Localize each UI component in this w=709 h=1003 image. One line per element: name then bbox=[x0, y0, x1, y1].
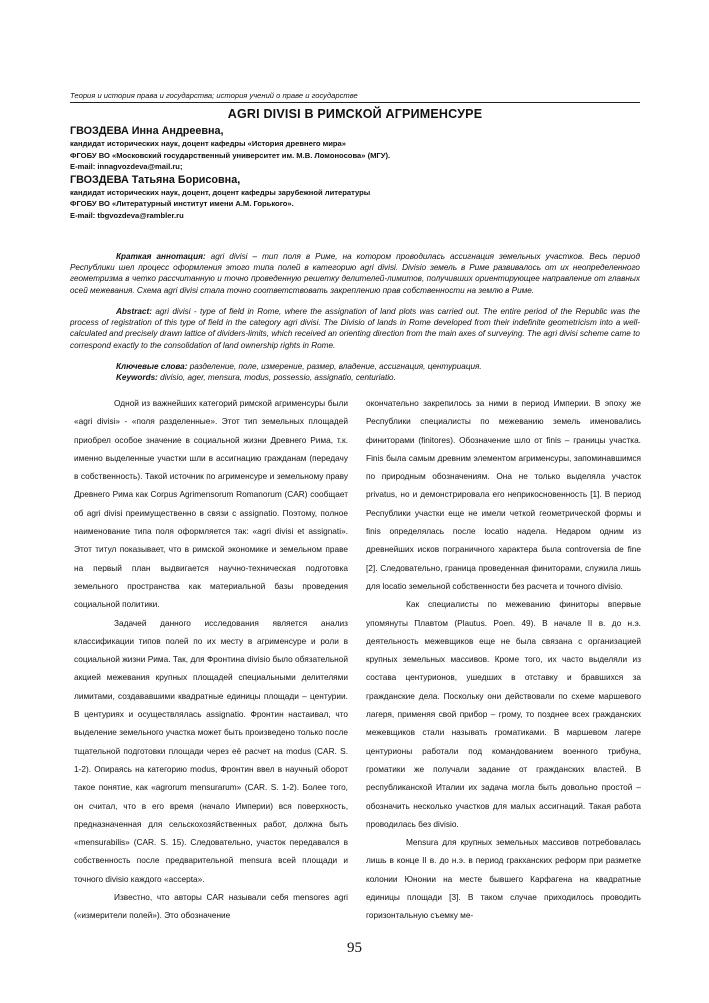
keywords-ru-label: Ключевые слова: bbox=[116, 362, 188, 371]
keywords-en-text: divisio, ager, mensura, modus, possessio, assignatio, centuriatio. bbox=[160, 373, 396, 383]
author-name: ГВОЗДЕВА Инна Андреевна, bbox=[70, 125, 224, 137]
body-paragraph: Как специалисты по межеванию финиторы впервые упомянуты Плавтом (Plautus. Poen. 49). В начале II в. до н.э. деятельность межевщиков еще не была связана с организацией крупных земельных массивов. Кроме того, их часто выделяли из состава центурионов, ушедших в отставку и бравшихся за гражданские дела. Поскольку они действовали по схеме маршевого лагеря, применяя свой прибор – грому, то позднее всех гражданских межевщиков стали называть громатиками. В маршевом лагере центурионы работали под командованием военного трибуна, громатики же получали задание от гражданских властей. В республиканской Италии их задача могла быть довольно простой – обозначить несколько участков для малых ассигнаций. Такая работа проводилась без divisio. bbox=[366, 599, 641, 829]
body-paragraph: окончательно закрепилось за ними в период Империи. В эпоху же Республики специалисты по межеванию земель именовались финиторами (finitores). Обозначение шло от finis – границы участка. Finis была самым древним элементом агрименсуры, запоминавшимся по природным обозначениям. Она не только выделяла участок privatus, но и демонстрировала его неприкосновенность [1]. В период Республики участки еще не имели четкой геометрической формы и finis определялась после locatio надела. Недаром одним из древнейших исков пограничного характера была controversia de fine [2]. Следовательно, граница проведенная финиторами, служила лишь для locatio земельной собственности без расчета и точного divisio. bbox=[366, 398, 641, 591]
body-paragraph: Mensura для крупных земельных массивов потребовалась лишь в конце II в. до н.э. в период гракханских реформ при разметке колонии Юнонии на месте бывшего Карфагена на квадратные единицы площади [3]. В таком случае приходилось проводить горизонтальную съемку ме- bbox=[366, 837, 641, 921]
author-email: E-mail: innagvozdeva@mail.ru; bbox=[70, 162, 183, 171]
page-number: 95 bbox=[347, 940, 362, 956]
abstract-en bbox=[70, 306, 640, 351]
keywords-en-label: Keywords: bbox=[116, 373, 158, 383]
body-paragraph: Одной из важнейших категорий римской агрименсуры были «agri divisi» - «поля разделенные». Этот тип земельных площадей приобрел особое значение в социальной жизни Древнего Рима, т.к. именно выделенные участки шли в ассигнацию гражданам (передачу в собственность). Такой источник по агрименсуре и земельному праву Древнего Рима как Corpus Agrimensorum Romanorum (CAR) сообщает об agri divisi преимущественно в связи с assignatio. Поэтому, полное наименование типа поля оформляется так: «agri divisi et assignati». Этот титул показывает, что в римской экономике и земельном праве на первый план выдвигается научно-техническая подготовка земельного пространства как материальной базы проведения социальной политики. bbox=[74, 398, 348, 610]
author-affiliation-line: ФГОБУ ВО «Московский государственный университет им. М.В. Ломоносова» (МГУ). bbox=[70, 150, 391, 160]
abstract-en-text: agri divisi - type of field in Rome, where the assignation of land plots was carried out. The entire period of the Republic was the process of registration of this type of field in the category agri divisi. The Divisio of lands in Rome developed from their indefinite geometricism into a well-calculated and precisely drawn lattice of dividers-limits, which received an orienting direction from the main axes of surveying. The agri divisi scheme came to correspond exactly to the consolidation of land ownership rights in Rome. bbox=[70, 307, 640, 350]
abstract-ru bbox=[70, 251, 640, 296]
body-column-left bbox=[74, 394, 348, 925]
body-column-right bbox=[366, 394, 641, 925]
body-paragraph: Известно, что авторы CAR называли себя mensores agri («измерители полей»). Это обозначение bbox=[74, 892, 348, 921]
author-affiliation-line: кандидат исторических наук, доцент кафедры «История древнего мира» bbox=[70, 139, 346, 148]
author-affiliation-line: кандидат исторических наук, доцент, доцент кафедры зарубежной литературы bbox=[70, 187, 371, 197]
author-name: ГВОЗДЕВА Татьяна Борисовна, bbox=[70, 173, 241, 186]
keywords-block bbox=[116, 361, 640, 383]
running-header: Теория и история права и государства; история учений о праве и государстве bbox=[70, 91, 358, 100]
abstract-en-label: Abstract: bbox=[116, 307, 152, 316]
author-affiliation-line: ФГОБУ ВО «Литературный институт имени А.М. Горького». bbox=[70, 199, 294, 208]
abstract-ru-text: agri divisi – тип поля в Риме, на котором проводилась ассигнация земельных участков. Весь период Республики шел процесс оформления этого типа полей в категорию agri divisi. Divisio земель в Риме развивалось от их неопределенного геометризма в четко рассчитанную и точно проведенную решетку делителей-лимитов, получивших ориентирующее направление от главных осей межевания. Схема agri divisi стала точно соответствовать закреплению прав собственности на землю в Риме. bbox=[70, 252, 640, 295]
keywords-ru-text: разделение, поле, измерение, размер, владение, ассигнация, центуриация. bbox=[189, 362, 482, 371]
body-paragraph: Задачей данного исследования является анализ классификации типов полей по их месту в агрименсуре и роли в социальной жизни Рима. Так, для Фронтина divisio было обязательной акцией межевания крупных площадей специальными делителями лимитами, создававшими квадратные единицы площади – центурии. В центуриях и осуществлялась assignatio. Фронтин настаивал, что выделение земельного участка может быть произведено только после тщательной подготовки площади через её расчет на modus (CAR. S. 1-2). Опираясь на категорию modus, Фронтин ввел в научный оборот такое понятие, как «agrorum mensurarum» (CAR. S. 1-2). Более того, он считал, что в его время (начало Империи) вся поверхность, предназначенная для сельскохозяйственных работ, должна быть «mensurabilis» (CAR. S. 15). Следовательно, участок передавался в собственность после предварительной mensura всей площади и точного divisio каждого «accepta». bbox=[74, 617, 348, 884]
abstract-ru-label: Краткая аннотация: bbox=[116, 252, 206, 261]
authors-block bbox=[70, 124, 640, 221]
author-email: E-mail: tbgvozdeva@rambler.ru bbox=[70, 210, 184, 220]
header-rule bbox=[70, 102, 640, 103]
article-title: AGRI DIVISI В РИМСКОЙ АГРИМЕНСУРЕ bbox=[227, 107, 483, 121]
